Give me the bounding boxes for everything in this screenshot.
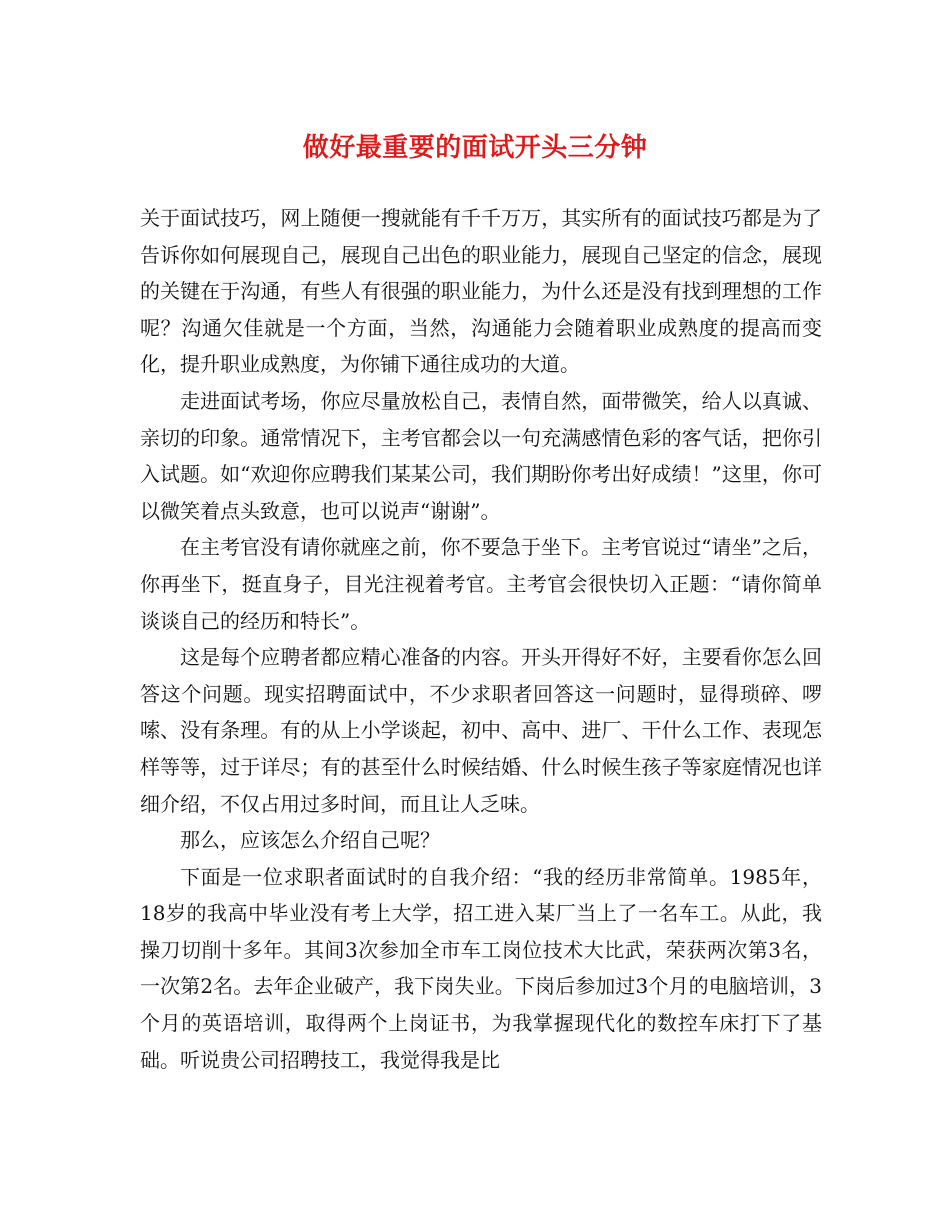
document-body bbox=[140, 200, 822, 1078]
paragraph-entering-exam-room: 走进面试考场，你应尽量放松自己，表情自然，面带微笑，给人以真诚、亲切的印象。通常情况下，主考官都会以一句充满感情色彩的客气话，把你引入试题。如“欢迎你应聘我们某某公司，我们期盼你考出好成绩！”这里，你可以微笑着点头致意，也可以说声“谢谢”。 bbox=[140, 388, 822, 523]
paragraph-question: 那么，应该怎么介绍自己呢？ bbox=[180, 828, 440, 853]
paragraph-taking-seat: 在主考官没有请你就座之前，你不要急于坐下。主考官说过“请坐”之后，你再坐下，挺直身子，目光注视着考官。主考官会很快切入正题：“请你简单谈谈自己的经历和特长”。 bbox=[140, 535, 822, 633]
paragraph-preparation: 这是每个应聘者都应精心准备的内容。开头开得好不好，主要看你怎么回答这个问题。现实招聘面试中，不少求职者回答这一问题时，显得琐碎、啰嗦、没有条理。有的从上小学谈起，初中、高中、进厂、干什么工作、表现怎样等等，过于详尽；有的甚至什么时候结婚、什么时候生孩子等家庭情况也详细介绍，不仅占用过多时间，而且让人乏味。 bbox=[140, 645, 822, 816]
paragraph-self-introduction-example: 下面是一位求职者面试时的自我介绍：“我的经历非常简单。1985年，18岁的我高中毕业没有考上大学，招工进入某厂当上了一名车工。从此，我操刀切削十多年。其间3次参加全市车工岗位技术大比武，荣获两次第3名，一次第2名。去年企业破产，我下岗失业。下岗后参加过3个月的电脑培训，3个月的英语培训，取得两个上岗证书，为我掌握现代化的数控车床打下了基础。听说贵公司招聘技工，我觉得我是比 bbox=[140, 864, 822, 1072]
paragraph-intro: 关于面试技巧，网上随便一搜就能有千千万万，其实所有的面试技巧都是为了告诉你如何展现自己，展现自己出色的职业能力，展现自己坚定的信念，展现的关键在于沟通，有些人有很强的职业能力，为什么还是没有找到理想的工作呢？沟通欠佳就是一个方面，当然，沟通能力会随着职业成熟度的提高而变化，提升职业成熟度，为你铺下通往成功的大道。 bbox=[140, 206, 822, 377]
document-title: 做好最重要的面试开头三分钟 bbox=[302, 133, 648, 163]
